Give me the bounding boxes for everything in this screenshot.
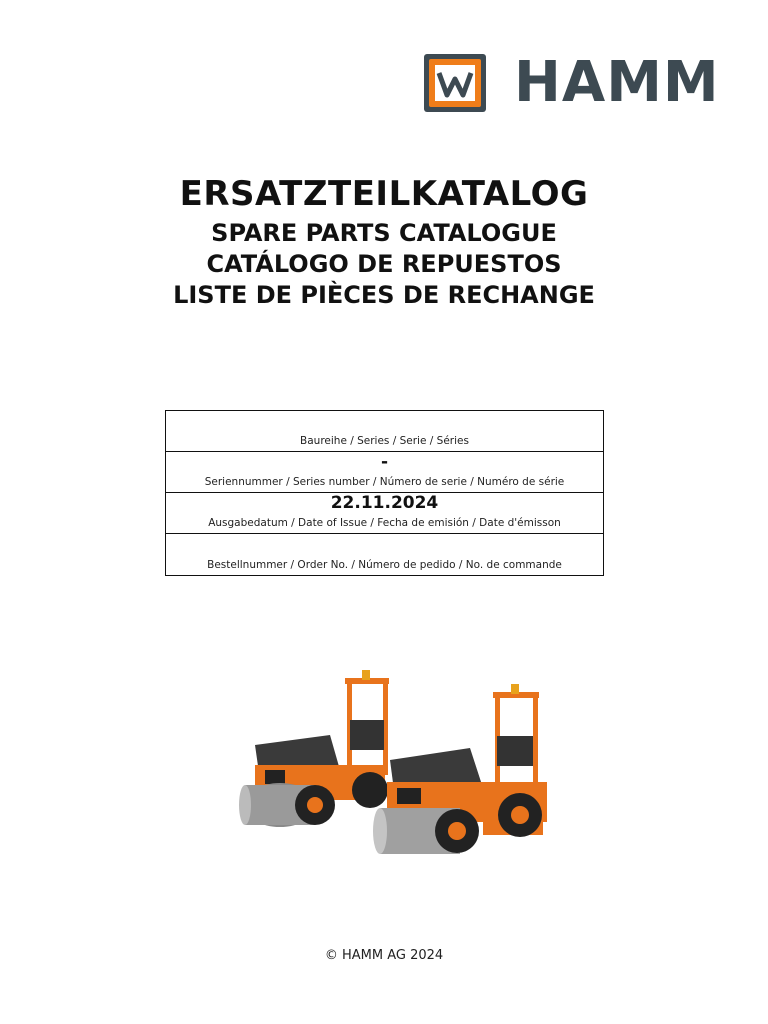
- serial-number-label: Seriennummer / Series number / Número de serie / Numéro de série: [204, 476, 565, 488]
- hamm-logo-mark-icon: [424, 54, 486, 112]
- title-spanish: CATÁLOGO DE REPUESTOS: [206, 250, 562, 278]
- hamm-logo: [424, 50, 720, 116]
- series-label: Baureihe / Series / Serie / Séries: [300, 435, 469, 447]
- date-of-issue-label: Ausgabedatum / Date of Issue / Fecha de emisión / Date d'émisson: [208, 517, 561, 529]
- order-number-label: Bestellnummer / Order No. / Número de pedido / No. de commande: [207, 559, 562, 571]
- title-english: SPARE PARTS CATALOGUE: [211, 219, 557, 247]
- series-row: [166, 411, 603, 452]
- catalogue-info-table: [165, 410, 604, 576]
- serial-number-value: -: [380, 452, 389, 472]
- serial-number-row: [166, 452, 603, 493]
- catalogue-titles: [0, 170, 768, 311]
- title-french: LISTE DE PIÈCES DE RECHANGE: [173, 281, 595, 309]
- order-number-row: [166, 534, 603, 575]
- tandem-roller-photo: [165, 640, 605, 900]
- copyright-footer: © HAMM AG 2024: [324, 948, 444, 963]
- date-of-issue-value: 22.11.2024: [330, 493, 439, 513]
- title-german: ERSATZTEILKATALOG: [179, 174, 589, 214]
- logo-text: HAMM: [514, 50, 720, 115]
- date-of-issue-row: [166, 493, 603, 534]
